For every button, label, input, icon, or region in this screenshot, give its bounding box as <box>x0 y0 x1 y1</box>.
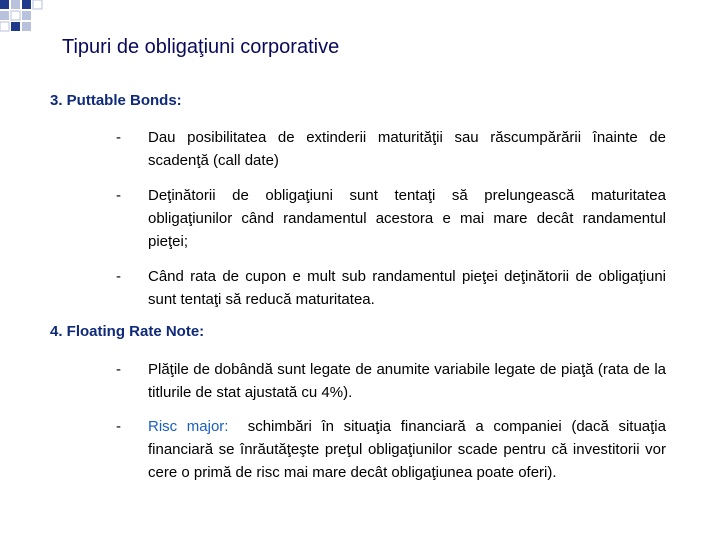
risk-label: Risc major: <box>148 418 229 435</box>
bullet-dash: - <box>116 361 121 378</box>
risk-description: schimbări în situaţia financiară a companiei (dacă situaţia financiară se înrăutăţeşte preţul obligaţiunilor scade pentru că investitorii vor cere o primă de risc mai mare decât obligaţiunea poate oferi). <box>148 418 666 481</box>
bullet-dash: - <box>116 268 121 285</box>
bullet-text-risk <box>148 415 666 484</box>
bullet-dash: - <box>116 418 121 435</box>
bullet-dash: - <box>116 129 121 146</box>
bullet-text: Când rata de cupon e mult sub randamentul pieţei deţinătorii de obligaţiuni sunt tentaţi să reducă maturitatea. <box>148 268 666 308</box>
slide-title: Tipuri de obligaţiuni corporative <box>62 36 340 58</box>
bullet-text: Plăţile de dobândă sunt legate de anumite variabile legate de piaţă (rata de la titlurile de stat ajustată cu 4%). <box>148 361 666 401</box>
section-heading-puttable: 3. Puttable Bonds: <box>50 92 182 109</box>
bullet-puttable-3 <box>118 265 666 311</box>
bullet-puttable-1 <box>118 126 666 172</box>
section-heading-floating: 4. Floating Rate Note: <box>50 323 205 340</box>
bullet-floating-2 <box>118 415 666 484</box>
bullet-text: Dau posibilitatea de extinderii maturităţii sau răscumpărării înainte de scadenţă (call date) <box>148 129 666 169</box>
corner-squares-decoration <box>0 0 60 40</box>
bullet-text: Deţinătorii de obligaţiuni sunt tentaţi să prelungească maturitatea obligaţiunilor când randamentul acestora e mai mare decât randamentul pieţei; <box>148 187 666 250</box>
bullet-dash: - <box>116 187 121 204</box>
bullet-floating-1 <box>118 358 666 404</box>
bullet-puttable-2 <box>118 184 666 253</box>
